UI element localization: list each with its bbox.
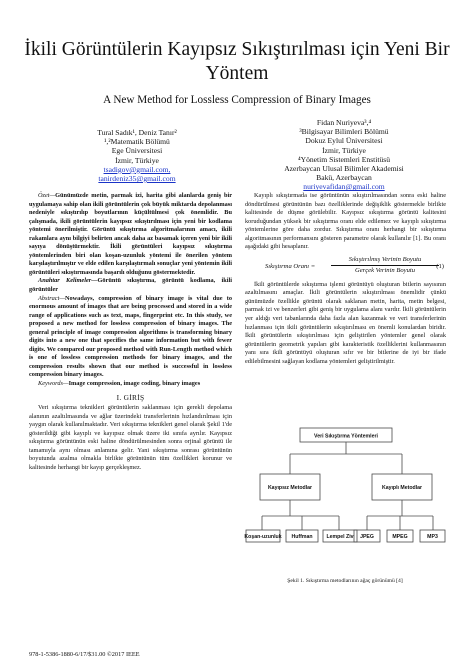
tree-leaf-label: MPEG [392,534,408,540]
keywords-label: Keywords— [38,380,69,388]
equation-number: (1) [436,262,444,270]
author-university: Ege Üniversitesi [111,146,163,156]
body-paragraph: İkili görüntülerde sıkıştırma işlemi görüntüyü oluşturan bitlerin sayısının azaltılmasını amaçlar. İkili görüntülerin sıkıştırılması önemlidir çünkü günümüzde özellikle görüntü olarak saklanan metin, harita, metin belgesi, parmak izi ve benzerleri gibi geniş bir uygulama alanı vardır. İkili görüntülerin yer aldığı veri tabanlarında daha fazla alan kazanmak ve veri transferlerinin hızlanması için ikili görüntülerin sıkıştırılması en önemli konulardan biridir. İkili görüntülerin sıkıştırılması için geliştirilen yöntemler genel olarak görüntülerin geometrik yapıları gibi karakteristik özelliklerini kullanmasının yanı sıra ikili görüntüyü oluşturan sıfır ve bir bitlerine de iyi bir ifade edilebilmesini sağlayan kodlama yöntemleri geliştirilmiştir. [245,280,446,365]
paper-subtitle: A New Method for Lossless Compression of Binary Images [103,94,371,106]
ozet-label: Özet— [38,192,56,199]
author-email-link[interactable]: tanirdeniz35@gmail.com [98,174,176,184]
right-column [245,192,446,366]
copyright-footer: 978-1-5386-1880-6/17/$31.00 ©2017 IEEE [29,651,140,658]
figure-compression-tree [244,426,446,578]
tree-leaf-label: JPEG [360,534,374,540]
formula-lhs: Sıkıştırma Oranı = [265,262,316,270]
author-block-left [52,128,222,183]
author-dept: ⁴Yönetim Sistemleri Enstitüsü [297,154,391,164]
abstract-paragraph [29,295,232,380]
author-city: İzmir, Türkiye [115,155,159,165]
author-email-link[interactable]: nuriyevafidan@gmail.com [303,182,385,192]
author-city: İzmir, Türkiye [322,145,366,155]
author-dept: ¹,²Matematik Bölümü [104,137,170,147]
section-heading: I. GİRİŞ [116,392,145,402]
paper-title: İkili Görüntülerin Kayıpsız Sıkıştırılması için Yeni Bir Yöntem [24,39,450,84]
formula-denominator: Gerçek Verinin Boyutu [354,267,416,275]
keywords-text: Image compression, image coding, binary images [68,380,201,388]
author-university: Azerbaycan Ulusal Bilimler Akademisi [284,164,404,174]
tree-leaf-label: MP3 [427,534,438,540]
tree-leaf-label: Huffman [291,534,313,540]
compression-ratio-formula [245,256,446,278]
author-block-right [258,118,430,192]
tree-lossless-label: Kayıpsız Metodlar [267,485,313,491]
body-paragraph: Kayıplı sıkıştırmada ise görüntünün sıkıştırılmasından sonra eski haline döndürülmesi görüntünün bazı özelliklerinde değişiklik göstermekle birlikte kalitesinde de düşme görülebilir. Kayıpsız sıkıştırma görüntü kalitesini koruduğundan yüksek bir sıkıştırma oranı elde edilemez ve kayıplı sıkıştırma yöntemlerine göre daha zordur. Sıkıştırma oranı herhangi bir sıkıştırma algoritmasının performansını gösteren parametre olarak kullanılır [1]. Bu oranı aşağıdaki gibi hesaplanır. [245,192,446,251]
anahtar-text: Görüntü sıkıştırma, görüntü kodlama, ikili görüntüler [29,277,232,294]
ozet-paragraph [29,192,232,277]
abstract-text: Nowadays, compression of binary image is vital due to enormous amount of images that are being processed and stored in a wide range of applications such as text, maps, fingerprint etc. In this study, we proposed a new method for lossless compression of binary images. The general principle of image compression algorithms is transforming binary digits into a new one that specifies the same information but with fewer digits. We compared our proposed method with Run-Length method which is one of lossless compression methods for binary images, and the compression results shown that our method is successful in lossless compression binary images. [29,294,232,379]
formula-numerator: Sıkıştırılmış Verinin Boyutu [331,256,439,267]
figure-caption: Şekil 1. Sıkıştırma metodlarının ağaç görünümü [4] [287,578,403,584]
author-dept: ³Bilgisayar Bilimleri Bölümü [299,127,389,137]
left-column [29,192,232,473]
author-name: Fidan Nuriyeva³,⁴ [316,118,372,127]
tree-leaf-label: Koşan-uzunluk [244,534,282,540]
author-names: Tural Sadık¹, Deniz Tanır² [97,128,177,137]
keywords-paragraph [29,380,232,389]
abstract-label: Abstract— [38,294,65,302]
intro-paragraph: Veri sıkıştırma teknikleri görüntülerin saklanması için gerekli depolama alanının azaltılmasında ve ağlar üzerindeki transferlerinin hızlandırılması için yaygın olarak kullanılmaktadır. Veri sıkıştırma teknikleri genel olarak Şekil 1'de gösterildiği gibi kayıplı ve kayıpsız olmak üzere iki sınıfa ayrılır. Kayıpsız sıkıştırma görüntünün eski haline döndürülmesinden sonra orjinal görüntü ile tamamıyla aynı olması anlamına gelir. Yani sıkıştırma sonrası görüntünün boyutunda azalma olmakla birlikte görüntünün tüm özellikleri korunur ve kalitesinde herhangi bir kayıp gerçekleşmez. [29,404,232,471]
tree-root-label: Veri Sıkıştırma Yöntemleri [314,433,378,440]
anahtar-label: Anahtar Kelimeler— [38,277,98,285]
ozet-text: Günümüzde metin, parmak izi, harita gibi alanlarda geniş bir uygulamaya sahip olan ikili görüntülerin çok büyük miktarda depolanması nedeniyle sıkıştırılıp boyutlarının küçültülmesi çok önemlidir. Bu çalışmada, ikili görüntülerin kayıpsız sıkıştırılması için yeni bir kodlama yöntemi önerilmiştir. Görüntü sıkıştırma algoritmalarının amacı, ikili rakamlara aynı bilgiyi belirten ancak daha az basamak içeren yeni bir ikili sayıya dönüştürmektir. İkili görüntüleri kayıpsız sıkıştırma yöntemlerinden biri olan koşan-uzunluk yöntemi ile önerilen yöntem karşılaştırılmıştır ve elde edilen karşılaştırmalı sonuçlar yeni yöntemin ikili görüntüleri sıkıştırmasında başarılı olduğunu göstermektedir. [29,192,232,276]
author-email-link[interactable]: tsadigov@gmail.com, [103,164,171,174]
author-university: Dokuz Eylul Üniversitesi [305,136,383,146]
anahtar-paragraph [29,277,232,294]
tree-leaf-label: Lempel Ziv [326,534,354,540]
author-city: Bakü, Azerbaycan [316,173,372,183]
formula-fraction [331,256,439,276]
tree-lossy-label: Kayıplı Metodlar [381,485,423,491]
